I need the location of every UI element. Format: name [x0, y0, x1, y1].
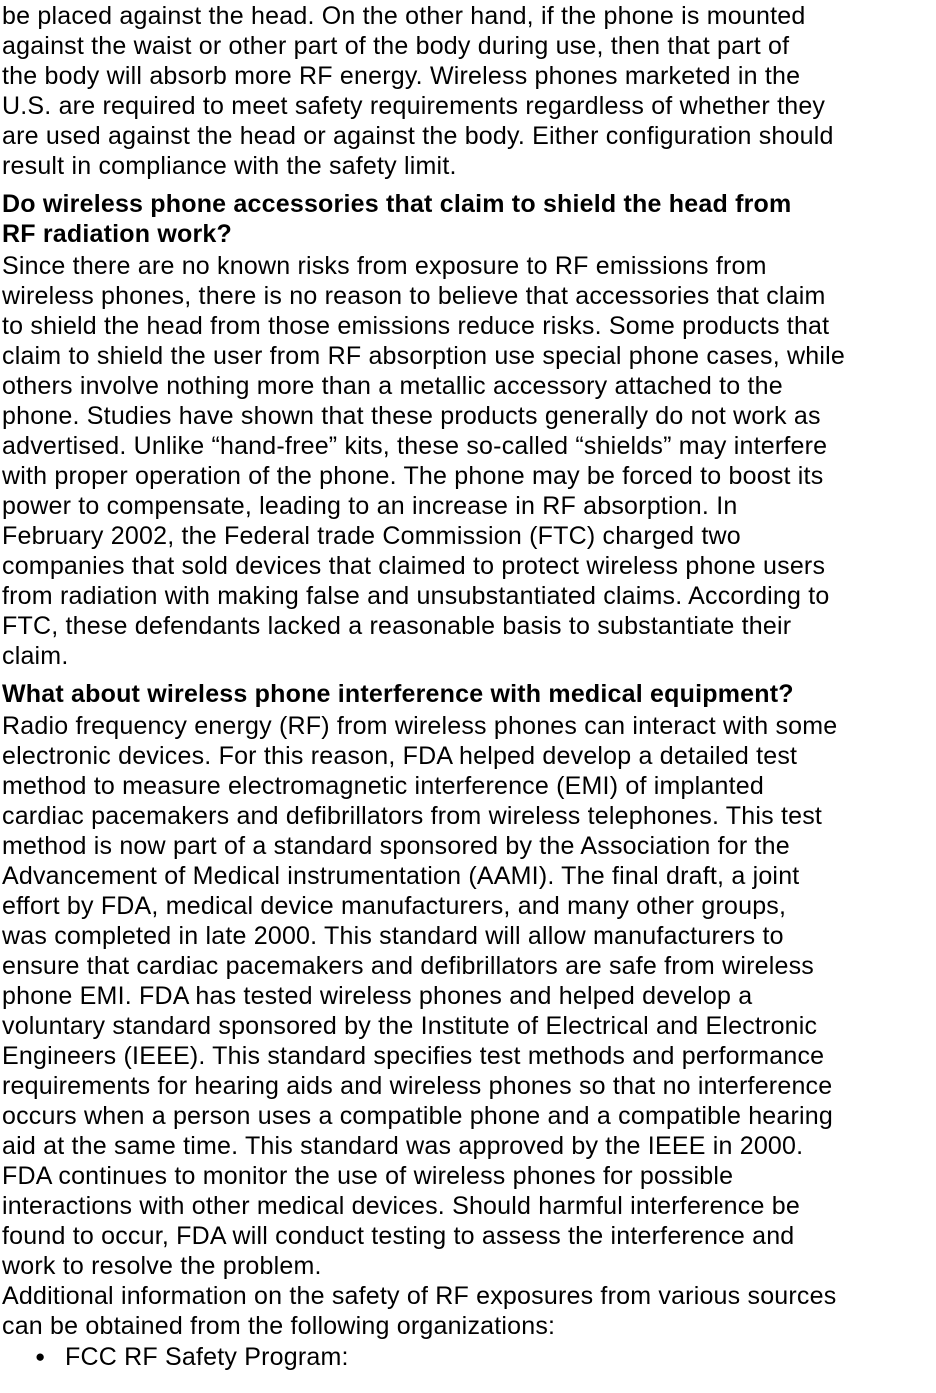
text-line: against the waist or other part of the body during use, then that part of — [2, 32, 790, 60]
text-line: Since there are no known risks from exposure to RF emissions from — [2, 252, 767, 280]
text-line: Engineers (IEEE). This standard specifies test methods and performance — [2, 1042, 825, 1070]
text-line: are used against the head or against the body. Either configuration should — [2, 122, 834, 150]
paragraph — [2, 1161, 936, 1281]
bullet-text: FCC RF Safety Program: — [65, 1343, 349, 1371]
text-line: method is now part of a standard sponsored by the Association for the — [2, 832, 790, 860]
text-line: Radio frequency energy (RF) from wireless phones can interact with some — [2, 712, 838, 740]
text-line: FTC, these defendants lacked a reasonable basis to substantiate their — [2, 612, 792, 640]
text-line: FDA continues to monitor the use of wireless phones for possible — [2, 1162, 734, 1190]
text-line: February 2002, the Federal trade Commission (FTC) charged two — [2, 522, 741, 550]
heading-line: Do wireless phone accessories that claim to shield the head from — [2, 190, 792, 218]
text-line: voluntary standard sponsored by the Institute of Electrical and Electronic — [2, 1012, 818, 1040]
text-line: method to measure electromagnetic interference (EMI) of implanted — [2, 772, 764, 800]
section-heading — [2, 679, 936, 709]
text-line: electronic devices. For this reason, FDA helped develop a detailed test — [2, 742, 798, 770]
text-line: occurs when a person uses a compatible phone and a compatible hearing — [2, 1102, 833, 1130]
text-line: effort by FDA, medical device manufacturers, and many other groups, — [2, 892, 787, 920]
section-heading — [2, 189, 936, 249]
text-line: phone. Studies have shown that these products generally do not work as — [2, 402, 821, 430]
text-line: the body will absorb more RF energy. Wireless phones marketed in the — [2, 62, 801, 90]
text-line: others involve nothing more than a metallic accessory attached to the — [2, 372, 783, 400]
text-line: result in compliance with the safety limit. — [2, 152, 457, 180]
paragraph — [2, 711, 936, 1161]
text-line: from radiation with making false and unsubstantiated claims. According to — [2, 582, 830, 610]
paragraph — [2, 251, 936, 671]
text-line: power to compensate, leading to an increase in RF absorption. In — [2, 492, 738, 520]
text-line: requirements for hearing aids and wireless phones so that no interference — [2, 1072, 833, 1100]
paragraph — [2, 1, 936, 181]
text-line: be placed against the head. On the other hand, if the phone is mounted — [2, 2, 806, 30]
heading-line: What about wireless phone interference with medical equipment? — [2, 680, 794, 708]
text-line: can be obtained from the following organizations: — [2, 1312, 556, 1340]
text-line: advertised. Unlike “hand-free” kits, these so-called “shields” may interfere — [2, 432, 828, 460]
text-line: Advancement of Medical instrumentation (AAMI). The final draft, a joint — [2, 862, 800, 890]
paragraph — [2, 1281, 936, 1341]
text-line: aid at the same time. This standard was approved by the IEEE in 2000. — [2, 1132, 804, 1160]
text-line: wireless phones, there is no reason to believe that accessories that claim — [2, 282, 826, 310]
text-line: claim to shield the user from RF absorption use special phone cases, while — [2, 342, 845, 370]
text-line: Additional information on the safety of RF exposures from various sources — [2, 1282, 837, 1310]
bullet-list-item — [2, 1342, 936, 1372]
text-line: ensure that cardiac pacemakers and defibrillators are safe from wireless — [2, 952, 814, 980]
text-line: U.S. are required to meet safety requirements regardless of whether they — [2, 92, 826, 120]
text-line: claim. — [2, 642, 69, 670]
text-line: cardiac pacemakers and defibrillators from wireless telephones. This test — [2, 802, 823, 830]
text-line: work to resolve the problem. — [2, 1252, 322, 1280]
bullet-icon: ● — [35, 1347, 46, 1366]
text-line: phone EMI. FDA has tested wireless phones and helped develop a — [2, 982, 753, 1010]
heading-line: RF radiation work? — [2, 220, 233, 248]
text-line: with proper operation of the phone. The phone may be forced to boost its — [2, 462, 824, 490]
text-line: found to occur, FDA will conduct testing to assess the interference and — [2, 1222, 795, 1250]
text-line: to shield the head from those emissions reduce risks. Some products that — [2, 312, 830, 340]
text-line: companies that sold devices that claimed to protect wireless phone users — [2, 552, 826, 580]
text-line: was completed in late 2000. This standard will allow manufacturers to — [2, 922, 784, 950]
text-line: interactions with other medical devices. Should harmful interference be — [2, 1192, 800, 1220]
